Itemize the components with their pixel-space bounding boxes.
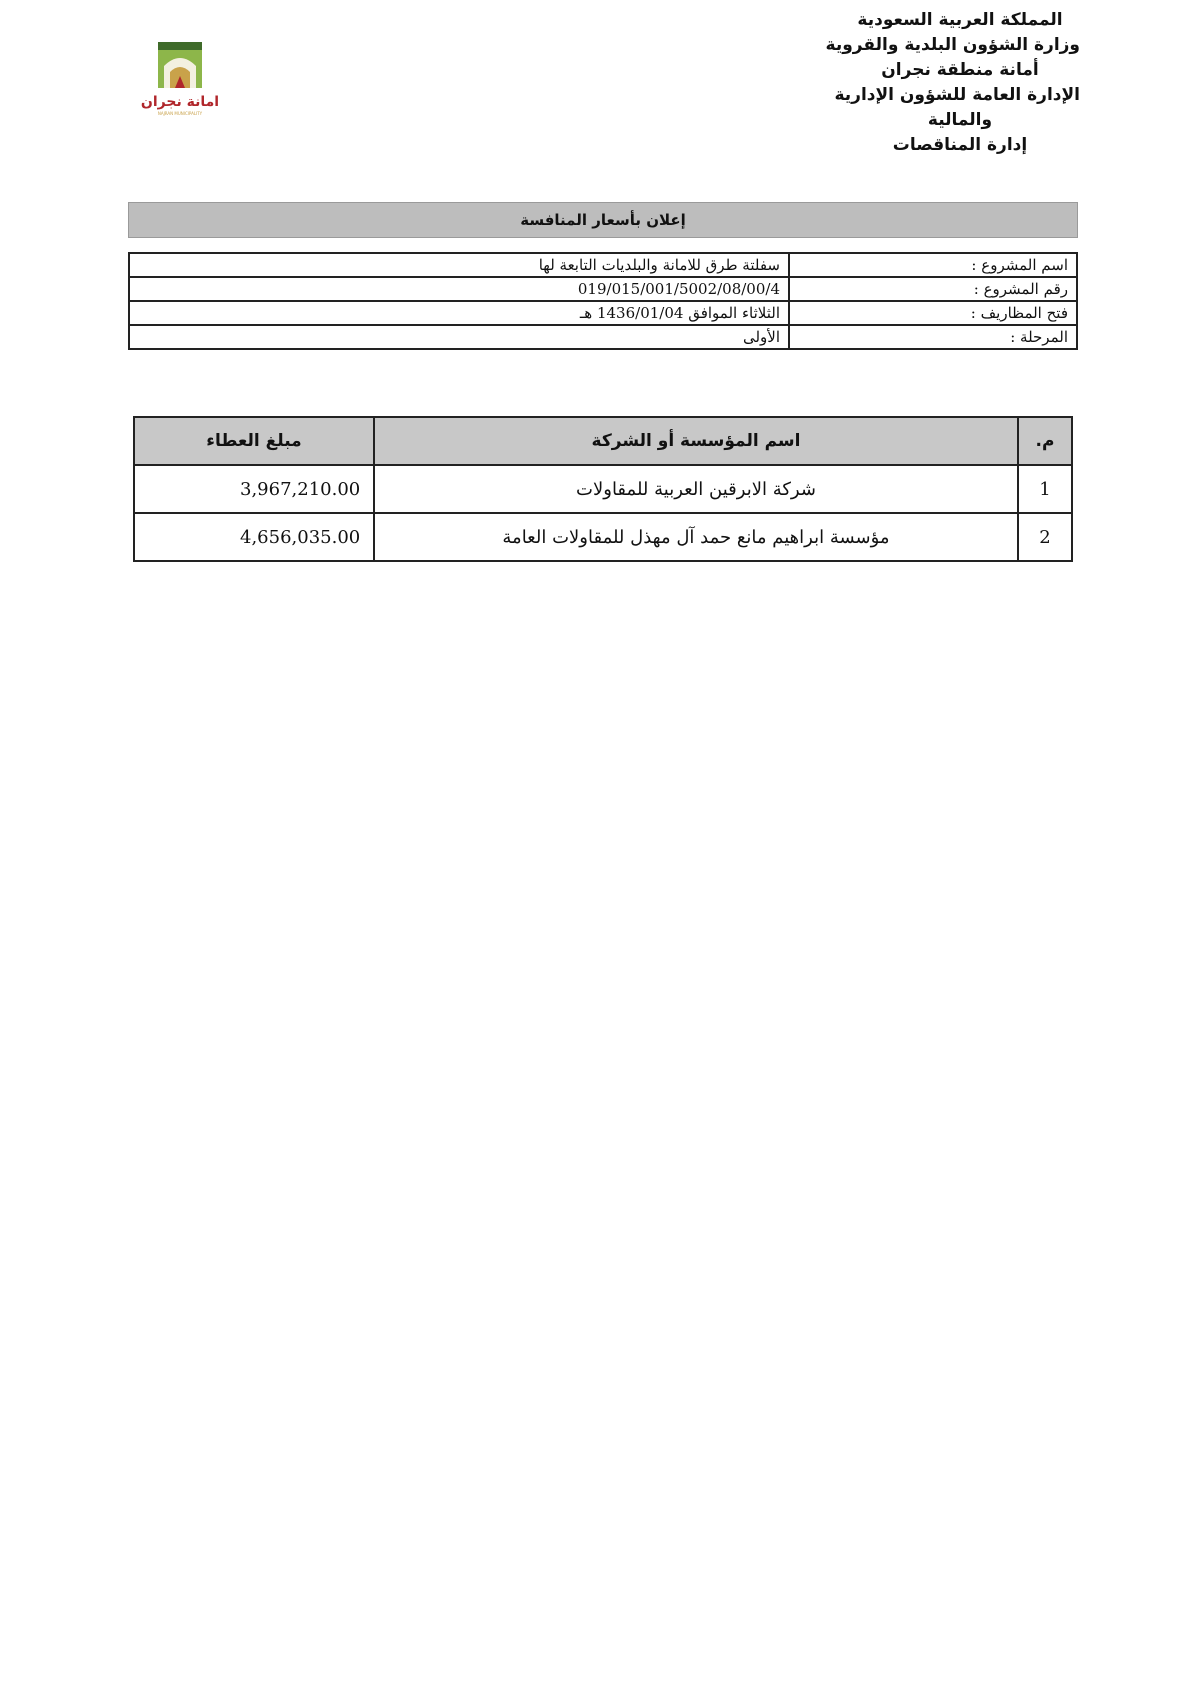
table-row [134,465,1072,513]
row-num: 1 [1018,465,1072,513]
info-label: اسم المشروع : [789,253,1077,277]
info-row-stage [129,325,1077,349]
header-line: أمانة منطقة نجران [881,60,1039,80]
info-row-project-number [129,277,1077,301]
document-title [128,202,1078,238]
info-value: 019/015/001/5002/08/00/4 [129,277,789,301]
header-line: وزارة الشؤون البلدية والقروية [825,35,1080,55]
info-label: المرحلة : [789,325,1077,349]
ministry-header [825,8,1080,158]
info-label: رقم المشروع : [789,277,1077,301]
info-value: الأولى [129,325,789,349]
header-company-name: اسم المؤسسة أو الشركة [374,417,1018,465]
info-row-envelope-opening [129,301,1077,325]
info-label: فتح المظاريف : [789,301,1077,325]
table-row [134,513,1072,561]
header-bid-amount: مبلغ العطاء [134,417,374,465]
info-row-project-name [129,253,1077,277]
header-num: م. [1018,417,1072,465]
row-company-name: مؤسسة ابراهيم مانع حمد آل مهذل للمقاولات العامة [374,513,1018,561]
bids-table [133,416,1073,562]
row-bid-amount: 3,967,210.00 [134,465,374,513]
info-value: الثلاثاء الموافق 1436/01/04 هـ [129,301,789,325]
row-company-name: شركة الابرقين العربية للمقاولات [374,465,1018,513]
logo-text: امانة نجران [140,94,220,110]
bids-header-row [134,417,1072,465]
project-info-table [128,252,1078,350]
header-line: الإدارة العامة للشؤون الإدارية [834,85,1080,105]
row-bid-amount: 4,656,035.00 [134,513,374,561]
header-line: والمالية [927,110,993,130]
header-line: المملكة العربية السعودية [857,10,1063,30]
header-line: إدارة المناقصات [892,135,1028,155]
document-title-text: إعلان بأسعار المنافسة [520,211,686,229]
row-num: 2 [1018,513,1072,561]
najran-municipality-logo-icon [140,40,220,118]
logo-subtext: NAJRAN MUNICIPALITY [157,111,203,116]
info-value: سفلتة طرق للامانة والبلديات التابعة لها [129,253,789,277]
